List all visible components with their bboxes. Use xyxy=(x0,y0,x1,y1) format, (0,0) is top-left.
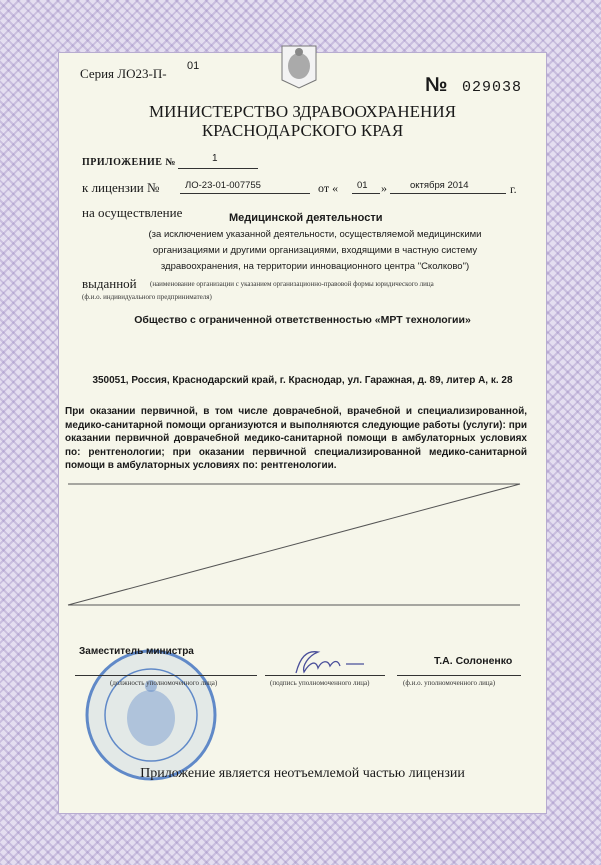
activity-note-line: здравоохранения, на территории инновационного центра "Сколково") xyxy=(160,261,470,272)
issued-hint-1: (наименование организации с указанием организационно-правовой формы юридического лица xyxy=(150,280,434,288)
signature-hint: (подпись уполномоченного лица) xyxy=(270,679,370,687)
license-number: ЛО-23-01-007755 xyxy=(185,180,261,191)
license-form-number: 029038 xyxy=(462,79,523,96)
ministry-title-line2: КРАСНОДАРСКОГО КРАЯ xyxy=(201,121,404,140)
coat-of-arms-icon xyxy=(280,44,318,90)
ministry-title-line1: МИНИСТЕРСТВО ЗДРАВООХРАНЕНИЯ xyxy=(149,102,456,121)
series-label: Серия ЛО23-П- xyxy=(80,66,167,81)
year-suffix: г. xyxy=(510,182,517,196)
activity-label: на осуществление xyxy=(82,205,183,220)
series-suffix: 01 xyxy=(187,60,200,72)
activity-note-line: (за исключением указанной деятельности, осуществляемой медицинскими xyxy=(148,229,482,240)
issued-label: выданной xyxy=(82,276,137,291)
activity-note-line: организациями и другими организациями, входящими в частную систему xyxy=(152,245,478,256)
organization-name: Общество с ограниченной ответственностью «МРТ технологии» xyxy=(134,314,471,326)
services-description: При оказании первичной, в том числе доврачебной, врачебной и специализированной, медико-санитарной помощи организуются и выполняются следующие работы (услуги): при оказании первичной доврачебной медико-санитарной помощи в амбулаторных условиях по: рентгенологии; при оказании первичной специализированной медико-санитарной помощи в амбулаторных условиях по: рентгенологии. xyxy=(65,406,527,471)
name-hint: (ф.и.о. уполномоченного лица) xyxy=(403,679,496,687)
organization-address: 350051, Россия, Краснодарский край, г. Краснодар, ул. Гаражная, д. 89, литер А, к. 28 xyxy=(92,375,513,386)
position-hint: (должность уполномоченного лица) xyxy=(110,679,218,687)
handwritten-signature xyxy=(288,648,368,678)
signatory-name: Т.А. Солоненко xyxy=(434,655,513,667)
license-day: 01 xyxy=(357,180,368,191)
license-label: к лицензии № xyxy=(82,180,160,195)
appendix-label: ПРИЛОЖЕНИЕ № xyxy=(82,157,176,168)
activity-title: Медицинской деятельности xyxy=(229,212,383,224)
appendix-number: 1 xyxy=(212,153,218,164)
issued-hint-2: (ф.и.о. индивидуального предпринимателя) xyxy=(82,293,212,301)
signatory-position: Заместитель министра xyxy=(79,646,194,657)
blank-space-cross-out xyxy=(60,480,540,610)
official-stamp xyxy=(84,648,219,783)
number-label: № xyxy=(425,74,448,96)
license-month-year: октября 2014 xyxy=(410,180,469,191)
from-label: от « xyxy=(318,181,339,195)
day-close: » xyxy=(381,181,387,195)
footer-note: Приложение является неотъемлемой частью лицензии xyxy=(140,766,465,781)
